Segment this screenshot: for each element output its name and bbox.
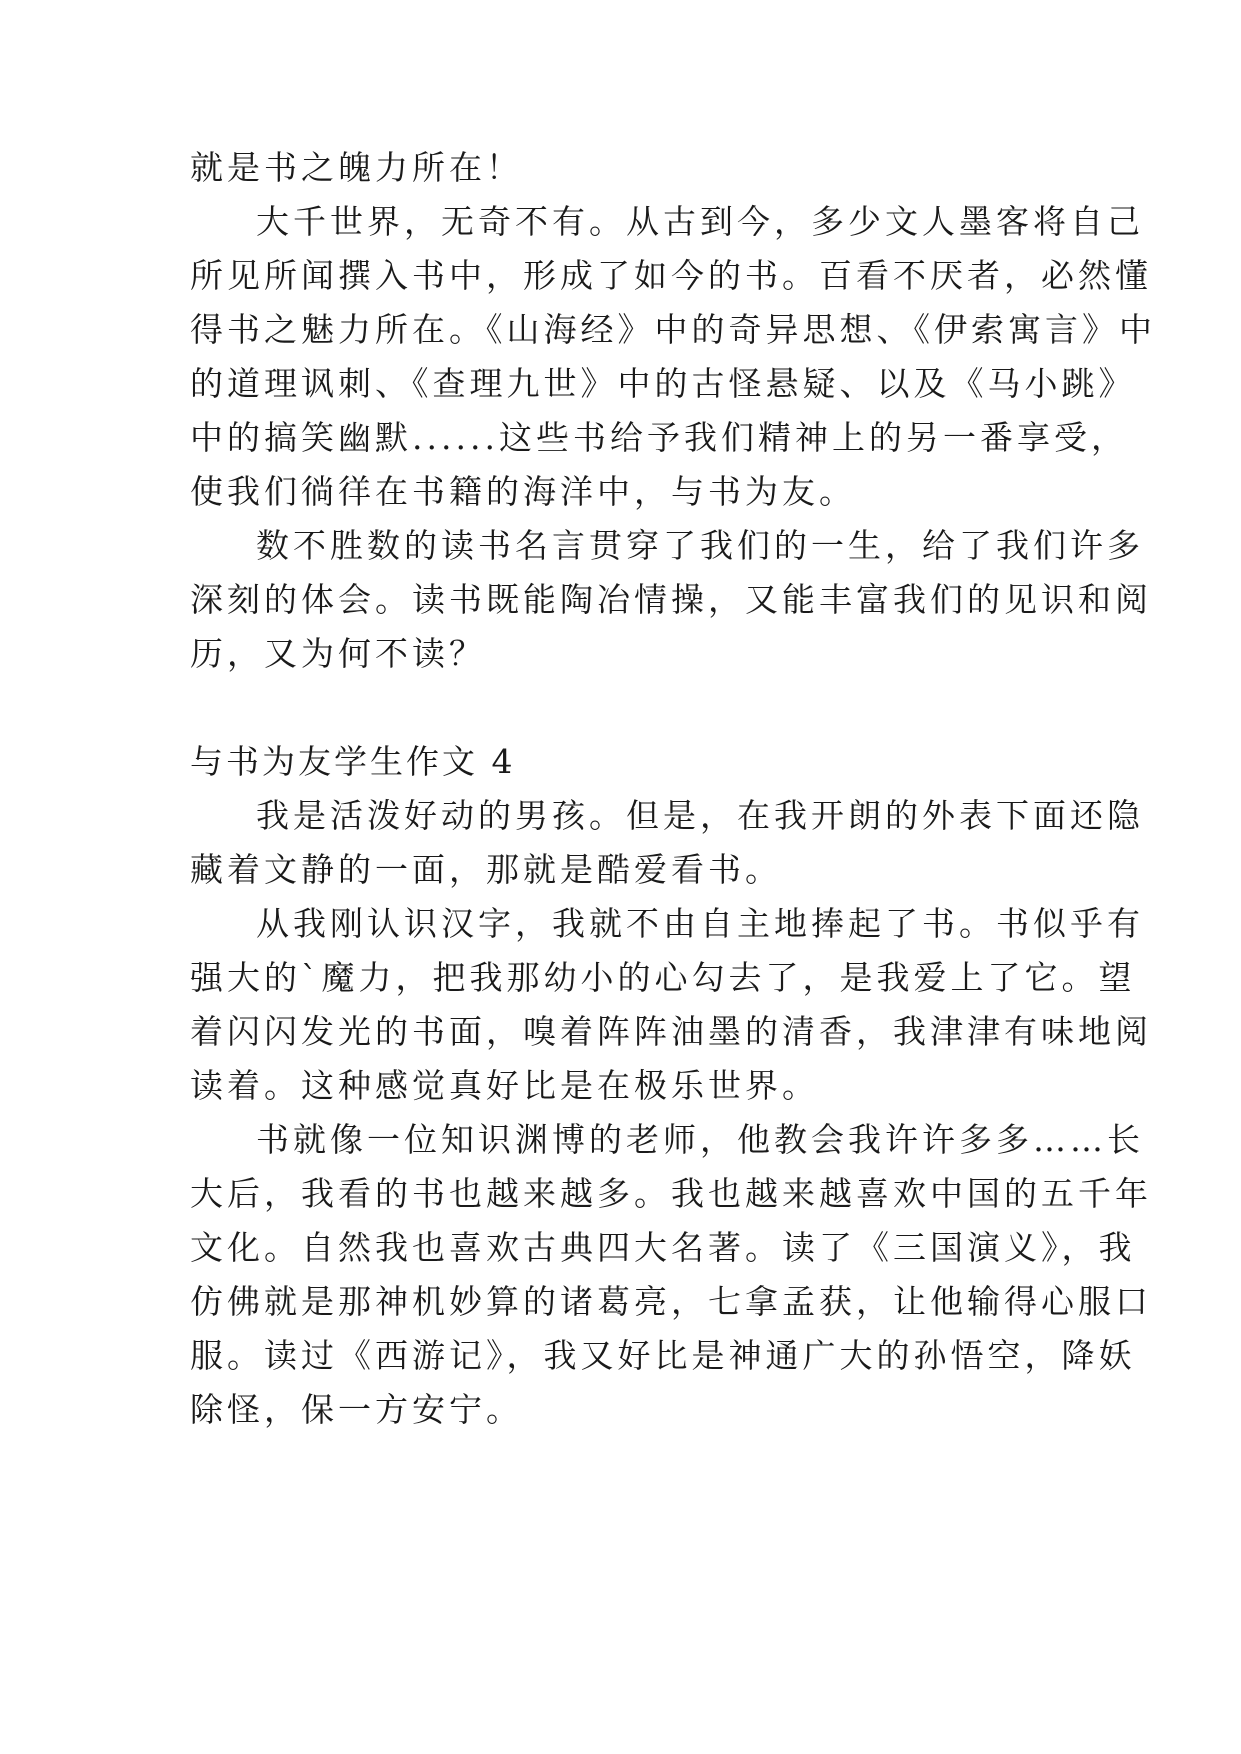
text-line: 藏着文静的一面，那就是酷爱看书。 bbox=[190, 850, 782, 889]
text-line: 强大的`魔力，把我那幼小的心勾去了，是我爱上了它。望 bbox=[190, 958, 1136, 997]
text-line: 文化。自然我也喜欢古典四大名著。读了《三国演义》，我 bbox=[190, 1228, 1136, 1267]
paragraph-first-line: 从我刚认识汉字，我就不由自主地捧起了书。书似乎有 bbox=[256, 904, 1144, 943]
text-line: 所见所闻撰入书中，形成了如今的书。百看不厌者，必然懂 bbox=[190, 256, 1152, 295]
paragraph-first-line: 数不胜数的读书名言贯穿了我们的一生，给了我们许多 bbox=[256, 526, 1144, 565]
paragraph-first-line: 我是活泼好动的男孩。但是，在我开朗的外表下面还隐 bbox=[256, 796, 1144, 835]
section-heading: 与书为友学生作文 4 bbox=[190, 742, 516, 781]
text-line: 除怪，保一方安宁。 bbox=[190, 1390, 523, 1429]
text-line: 服。读过《西游记》，我又好比是神通广大的孙悟空，降妖 bbox=[190, 1336, 1136, 1375]
paragraph-first-line: 大千世界，无奇不有。从古到今，多少文人墨客将自己 bbox=[256, 202, 1144, 241]
text-line: 就是书之魄力所在！ bbox=[190, 148, 523, 187]
text-line: 中的搞笑幽默......这些书给予我们精神上的另一番享受， bbox=[190, 418, 1128, 457]
text-line: 着闪闪发光的书面，嗅着阵阵油墨的清香，我津津有味地阅 bbox=[190, 1012, 1152, 1051]
paragraph-first-line: 书就像一位知识渊博的老师，他教会我许许多多……长 bbox=[256, 1120, 1144, 1159]
text-line: 读着。这种感觉真好比是在极乐世界。 bbox=[190, 1066, 819, 1105]
text-line: 的道理讽刺、《查理九世》中的古怪悬疑、以及《马小跳》 bbox=[190, 364, 1136, 403]
text-line: 得书之魅力所在。《山海经》中的奇异思想、《伊索寓言》中 bbox=[190, 310, 1156, 349]
text-line: 大后，我看的书也越来越多。我也越来越喜欢中国的五千年 bbox=[190, 1174, 1152, 1213]
text-line: 深刻的体会。读书既能陶冶情操，又能丰富我们的见识和阅 bbox=[190, 580, 1152, 619]
text-line: 历，又为何不读？ bbox=[190, 634, 486, 673]
text-line: 使我们徜徉在书籍的海洋中，与书为友。 bbox=[190, 472, 856, 511]
text-line: 仿佛就是那神机妙算的诸葛亮，七拿孟获，让他输得心服口 bbox=[190, 1282, 1152, 1321]
